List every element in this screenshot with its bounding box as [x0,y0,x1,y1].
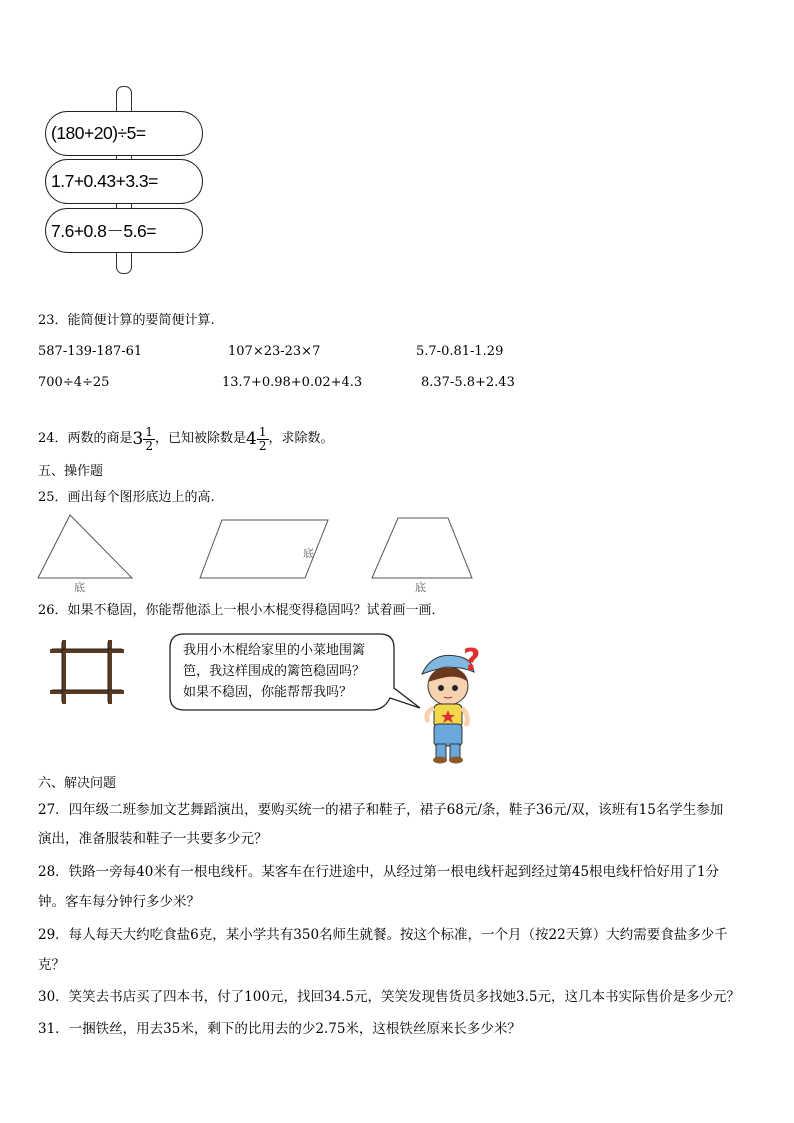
section-5-heading: 五、操作题 [38,464,104,479]
q25-title: 25．画出每个图形底边上的高. [38,490,215,505]
q24-question: 24．两数的商是3 $\frac{1}{2}$ ，已知被除数是4 $\frac{1}{2}$ ，求除数。 [38,424,334,453]
q23-item: 13.7+0.98+0.02+4.3 [222,375,363,390]
bubble-line-3: 如果不稳固，你能帮帮我吗？ [183,685,353,700]
calc-oval-1: (180+20)÷5= [45,111,203,156]
section-6-heading: 六、解决问题 [38,776,117,791]
q23-item: 5.7-0.81-1.29 [416,344,504,359]
q27-line-1: 27．四年级二班参加文艺舞蹈演出，要购买统一的裙子和鞋子，裙子68元/条，鞋子36元/双，该班有15名学生参加 [38,802,724,818]
parallelogram-base-label: 底 [303,547,314,560]
trapezoid-base-label: 底 [415,581,426,594]
q28-line-2: 钟。客车每分钟行多少米？ [38,894,200,910]
calc-oval-2: 1.7+0.43+3.3= [45,159,203,204]
q29-line-1: 29．每人每天大约吃食盐6克，某小学共有350名师生就餐。按这个标准，一个月（按22天算）大约需要食盐多少千 [38,927,728,943]
q23-item: 8.37-5.8+2.43 [421,375,515,390]
q31-question: 31．一捆铁丝，用去35米，剩下的比用去的少2.75米，这根铁丝原来长多少米？ [38,1021,521,1037]
stick-frame-figure [50,640,126,704]
q29-line-2: 克？ [38,957,65,973]
calc-oval-3: 7.6+0.8－5.6= [45,208,203,253]
trapezoid-shape [372,518,472,578]
q27-line-2: 演出，准备服装和鞋子一共要多少元？ [38,831,268,847]
bubble-line-2: 笆，我这样围成的篱笆稳固吗？ [183,664,366,679]
q26-title: 26．如果不稳固，你能帮他添上一根小木棍变得稳固吗？试着画一画． [38,603,445,618]
question-mark-icon: ? [463,643,481,678]
triangle-base-label: 底 [74,581,85,594]
q28-line-1: 28．铁路一旁每40米有一根电线杆。某客车在行进途中，从经过第一根电线杆起到经过第45根电线杆恰好用了1分 [38,864,720,880]
triangle-shape [38,515,132,578]
q23-item: 700÷4÷25 [38,375,110,390]
q23-title: 23．能简便计算的要简便计算. [38,313,215,328]
q23-item: 587-139-187-61 [38,344,143,359]
bubble-line-1: 我用小木棍给家里的小菜地围篱 [183,643,366,658]
q23-item: 107×23-23×7 [228,344,321,359]
q30-question: 30．笑笑去书店买了四本书，付了100元，找回34.5元，笑笑发现售货员多找她3.5元，这几本书实际售价是多少元？ [38,989,740,1005]
